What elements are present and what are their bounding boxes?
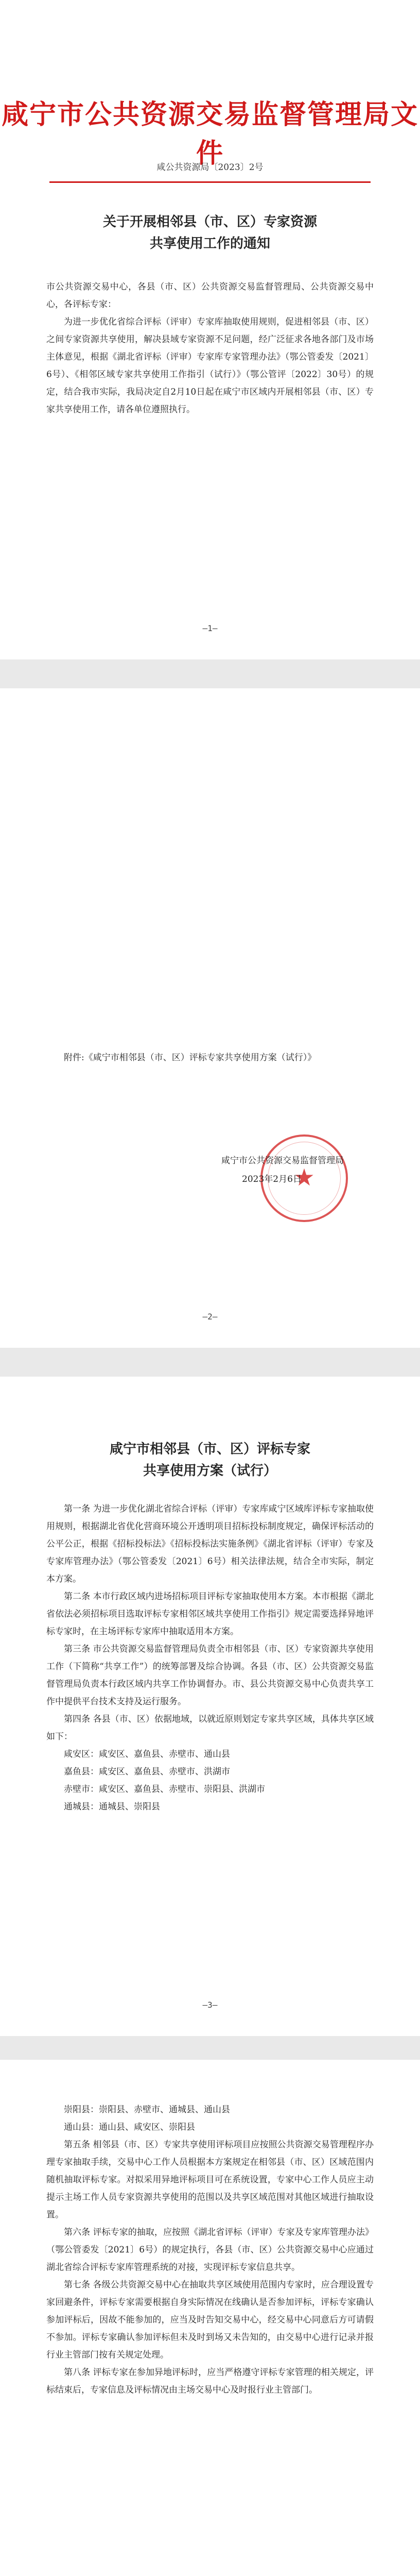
article-paragraph: 第六条 评标专家的抽取，应按照《湖北省评标（评审）专家及专家库管理办法》（鄂公管委发〔2021〕6号）的规定执行，各县（市、区）公共资源交易中心应通过湖北省综合评标专家库管理系统的对接，实现评标专家信息共享。: [46, 2227, 374, 2273]
region-line: 嘉鱼县：咸安区、嘉鱼县、赤壁市、洪湖市: [64, 1767, 230, 1777]
attachment-line: 附件:《咸宁市相邻县（市、区）评标专家共享使用方案（试行）》: [64, 1053, 317, 1063]
article-paragraph: 第一条 为进一步优化湖北省综合评标（评审）专家库咸宁区域库评标专家抽取使用规则，根据湖北省优化营商环境公开透明项目招标投标制度规定，确保评标活动的公平公正，根据《招标投标法》《招标投标法实施条例》《湖北省评标（评审）专家及专家库管理办法》（鄂公管委发〔2021〕6号）相关法律法规，结合全市实际，制定本方案。: [46, 1504, 374, 1584]
article-paragraph: 第八条 评标专家在参加异地评标时，应当严格遵守评标专家管理的相关规定，评标结束后，专家信息及评标情况由主场交易中心及时报行业主管部门。: [46, 2367, 374, 2395]
document-page-1: [0, 0, 420, 659]
attachment-block: [46, 1049, 374, 1066]
region-line: 咸安区：咸安区、嘉鱼县、赤壁市、通山县: [64, 1749, 230, 1759]
red-divider-line: [49, 181, 371, 183]
plan-body: [46, 1500, 374, 1816]
article-paragraph: 第三条 市公共资源交易监督管理局负责全市相邻县（市、区）专家资源共享使用工作（下简称“共享工作”）的统筹部署及综合协调。各县（市、区）公共资源交易监督管理局负责本行政区域内共享工作协调督办。市、县公共资源交易中心负责共享工作中提供平台技术支持及运行服务。: [46, 1644, 374, 1707]
notice-body: [46, 278, 374, 418]
red-header-title: 咸宁市公共资源交易监督管理局文件: [1, 99, 418, 169]
article-paragraph: 第五条 相邻县（市、区）专家共享使用评标项目应按照公共资源交易管理程序办理专家抽取手续，交易中心工作人员根据本方案规定在相邻县（市、区）区域范围内随机抽取评标专家。对拟采用异地评标项目可在系统设置，专家中心工作人员应主动提示主场工作人员专家资源共享使用的范围以及共享区域范围对其他区域进行抽取设置。: [46, 2140, 374, 2220]
document-number: 咸公共资源局〔2023〕2号: [156, 162, 264, 173]
page-number: —2—: [202, 1312, 218, 1321]
seal-star-icon: ★: [293, 1163, 315, 1191]
region-line: 赤壁市：咸安区、嘉鱼县、赤壁市、崇阳县、洪湖市: [64, 1784, 265, 1794]
addressee: 市公共资源交易中心，各县（市、区）公共资源交易监督管理局、公共资源交易中心，各评标专家：: [46, 282, 374, 310]
notice-title-line-1: 关于开展相邻县（市、区）专家资源: [102, 214, 317, 230]
page-number: —1—: [202, 623, 218, 633]
signature-org: 咸宁市公共资源交易监督管理局: [221, 1156, 344, 1166]
document-page-3: [0, 1377, 420, 2036]
notice-title-line-2: 共享使用工作的通知: [149, 236, 270, 251]
region-line: 崇阳县：崇阳县、赤壁市、通城县、通山县: [64, 2105, 230, 2115]
plan-title-line-1: 咸宁市相邻县（市、区）评标专家: [109, 1442, 310, 1457]
article-paragraph: 第七条 各级公共资源交易中心在抽取共享区域使用范围内专家时，应合理设置专家回避条件，评标专家需要根据自身实际情况在线确认是否参加评标，评标专家确认参加评标后，因故不能参加的，应当及时告知交易中心，经交易中心同意后方可请假不参加。评标专家确认参加评标但未及时到场又未告知的，由交易中心进行记录并报行业主管部门按有关规定处理。: [46, 2280, 374, 2360]
plan-title-line-2: 共享使用方案（试行）: [143, 1463, 277, 1479]
region-line: 通山县：通山县、咸安区、崇阳县: [64, 2122, 195, 2132]
region-line: 通城县：通城县、崇阳县: [64, 1802, 160, 1812]
document-page-2: [0, 688, 420, 1348]
plan-body-continued: [46, 2101, 374, 2399]
page-number: —3—: [202, 2000, 218, 2010]
signature-date: 2023年2月6日: [242, 1174, 302, 1184]
article-paragraph: 第二条 本市行政区域内进场招标项目评标专家抽取使用本方案。本市根据《湖北省依法必须招标项目选取评标专家相邻区域共享使用工作指引》规定需要选择异地评标专家时，在主场评标专家库中抽取适用本方案。: [46, 1591, 374, 1637]
notice-paragraph: 为进一步优化省综合评标（评审）专家库抽取使用规则，促进相邻县（市、区）之间专家资源共享使用，解决县域专家资源不足问题，经广泛征求各地各部门及市场主体意见，根据《湖北省评标（评审）专家库专家管理办法》（鄂公管委发〔2021〕6号）、《相邻区域专家共享使用工作指引（试行）》（鄂公管评〔2022〕30号）的规定，结合我市实际，我局决定自2月10日起在咸宁市区域内开展相邻县（市、区）专家共享使用工作，请各单位遵照执行。: [46, 317, 374, 415]
article-paragraph: 第四条 各县（市、区）依据地域，以就近原则划定专家共享区域，具体共享区域如下：: [46, 1714, 374, 1742]
document-page-4: [0, 2060, 420, 2576]
